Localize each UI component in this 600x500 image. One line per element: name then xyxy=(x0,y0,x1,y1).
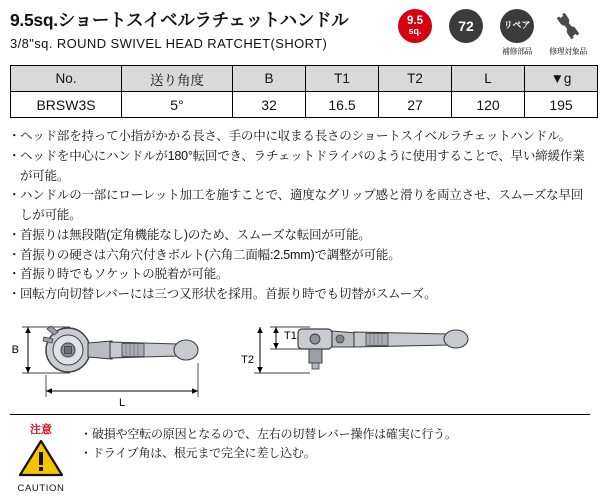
badge-circle-repair xyxy=(500,9,534,43)
svg-text:B: B xyxy=(11,343,19,356)
badge-square-drive xyxy=(393,9,437,43)
caution-section xyxy=(10,414,590,494)
col-header-b: B xyxy=(233,66,306,92)
badge-repairable-caption: 修理対象品 xyxy=(549,47,587,56)
feature-item: ・ 回転方向切替レバーには三つ又形状を採用。首振り時でも切替がスムーズ。 xyxy=(10,285,590,305)
cell-t1: 16.5 xyxy=(306,92,379,118)
feature-item: ・ 首振りは無段階(定角機能なし)のため、スムーズな転回が可能。 xyxy=(10,226,590,246)
cell-weight: 195 xyxy=(525,92,598,118)
table-row xyxy=(11,92,598,118)
header xyxy=(10,8,590,57)
caution-item: ・ 破損や空転の原因となるので、左右の切替レバー操作は確実に行う。 xyxy=(82,425,457,444)
badge-teeth-count xyxy=(444,9,488,43)
spec-table xyxy=(10,65,598,118)
warning-triangle-icon xyxy=(18,438,64,478)
badge-repair-parts xyxy=(495,9,539,57)
caution-item: ・ ドライブ角は、根元まで完全に差し込む。 xyxy=(82,444,457,463)
svg-text:T1: T1 xyxy=(284,329,297,342)
caution-mark xyxy=(10,421,72,494)
feature-item: ・ 首振り時でもソケットの脱着が可能。 xyxy=(10,265,590,285)
badge-circle-red xyxy=(398,9,432,43)
caution-text xyxy=(82,421,457,462)
col-header-angle: 送り角度 xyxy=(122,66,233,92)
svg-text:T2: T2 xyxy=(241,353,254,366)
col-header-t2: T2 xyxy=(379,66,452,92)
page-title-en: 3/8"sq. ROUND SWIVEL HEAD RATCHET(SHORT) xyxy=(10,36,328,51)
cell-angle: 5° xyxy=(122,92,233,118)
cell-b: 32 xyxy=(233,92,306,118)
svg-text:L: L xyxy=(118,396,126,409)
col-header-no: No. xyxy=(11,66,122,92)
table-header-row xyxy=(11,66,598,92)
page-title-jp: 9.5sq.ショートスイベルラチェットハンドル xyxy=(10,10,349,30)
badge-repair-caption: 補修部品 xyxy=(502,47,532,56)
wrench-icon xyxy=(551,9,585,43)
feature-item: ・ 首振りの硬さは六角穴付きボルト(六角二面幅:2.5mm)で調整が可能。 xyxy=(10,246,590,266)
col-header-t1: T1 xyxy=(306,66,379,92)
badge-group xyxy=(393,8,590,57)
badge-drive-size: 9.5 xyxy=(407,14,423,27)
cell-t2: 27 xyxy=(379,92,452,118)
cell-no: BRSW3S xyxy=(11,92,122,118)
badge-circle-teeth xyxy=(449,9,483,43)
feature-item: ・ ハンドルの一部にローレット加工を施すことで、適度なグリップ感と滑りを両立させ、スムーズな早回しが可能。 xyxy=(10,186,590,226)
badge-repairable xyxy=(546,9,590,57)
title-block xyxy=(10,8,348,51)
col-header-weight: ▼g xyxy=(525,66,598,92)
cell-l: 120 xyxy=(452,92,525,118)
feature-item: ・ ヘッド部を持って小指がかかる長さ、手の中に収まる長さのショートスイベルラチェットハンドル。 xyxy=(10,127,590,147)
badge-teeth-value: 72 xyxy=(458,17,474,34)
col-header-l: L xyxy=(452,66,525,92)
feature-item: ・ ヘッドを中心にハンドルが180°転回でき、ラチェットドライバのように使用することで、早い締緩作業が可能。 xyxy=(10,147,590,187)
badge-drive-unit: sq. xyxy=(408,26,422,37)
badge-repair-label: リペア xyxy=(503,20,531,31)
caution-label: CAUTION xyxy=(17,483,65,494)
feature-list xyxy=(10,127,590,305)
caution-title: 注意 xyxy=(30,424,52,436)
